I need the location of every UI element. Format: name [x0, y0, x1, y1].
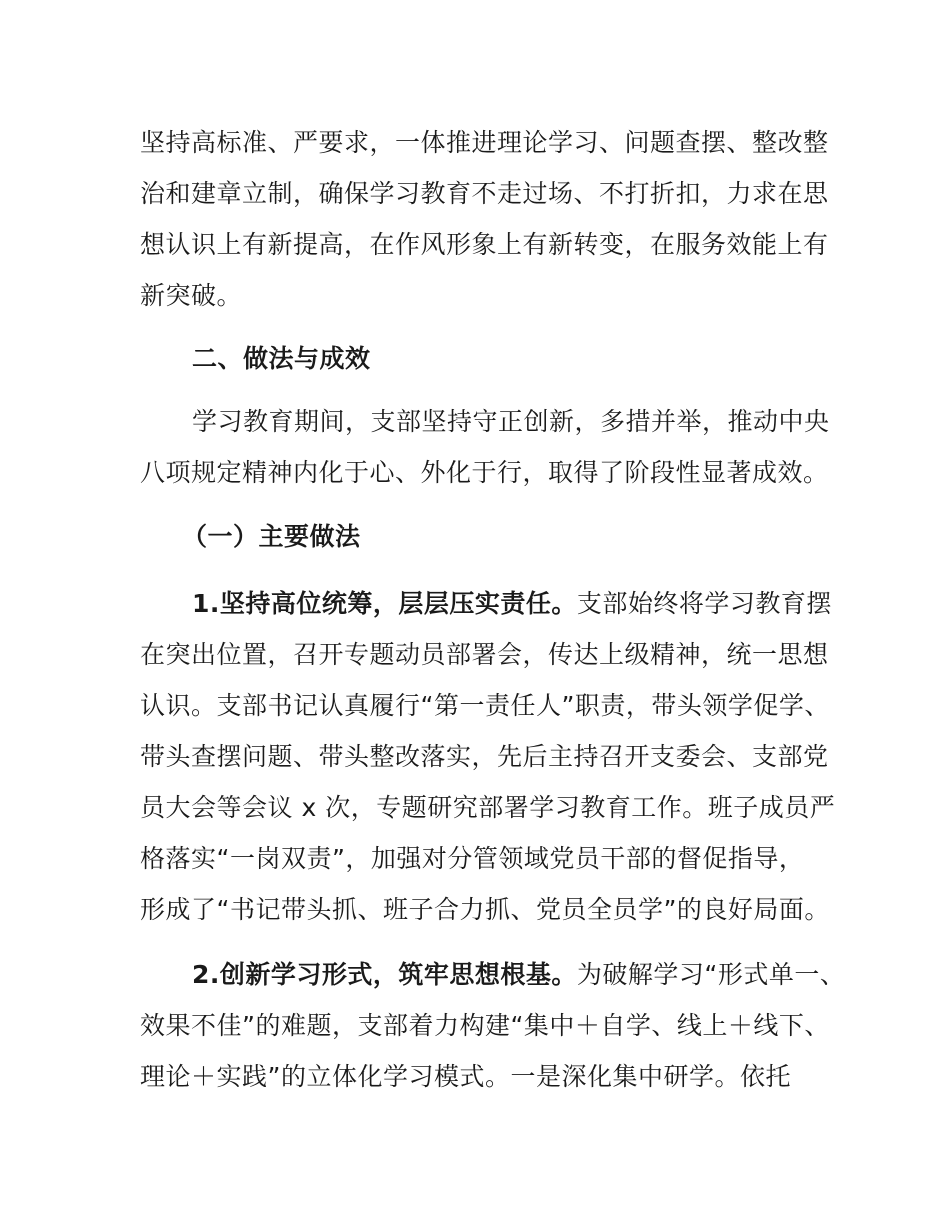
- item1-title: 1.坚持高位统筹，层层压实责任。: [192, 589, 577, 618]
- item2-title: 2.创新学习形式，筑牢思想根基。: [192, 960, 577, 989]
- intro-line-2: 治和建章立制，确保学习教育不走过场、不打折扣，力求在思: [140, 179, 829, 208]
- section-intro-line-1: 学习教育期间，支部坚持守正创新，多措并举，推动中央: [192, 407, 830, 436]
- subheading: （一）主要做法: [182, 522, 361, 551]
- intro-line-1: 坚持高标准、严要求，一体推进理论学习、问题查摆、整改整: [140, 128, 829, 157]
- item1-first-line-rest: 支部始终将学习教育摆: [576, 589, 832, 618]
- item2-first-line-rest: 为破解学习“形式单一、: [576, 960, 846, 989]
- item2-first-line: [192, 958, 845, 992]
- section-intro-line-2: 八项规定精神内化于心、外化于行，取得了阶段性显著成效。: [140, 458, 829, 487]
- item2-line-2: 效果不佳”的难题，支部着力构建“集中＋自学、线上＋线下、: [140, 1011, 830, 1040]
- item1-line-3: 认识。支部书记认真履行“第一责任人”职责，带头领学促学、: [140, 691, 830, 720]
- intro-line-4: 新突破。: [140, 281, 243, 310]
- item1-line-6: 格落实“一岗双责”，加强对分管领域党员干部的督促指导，: [140, 844, 805, 873]
- item2-line-3: 理论＋实践”的立体化学习模式。一是深化集中研学。依托: [140, 1062, 791, 1091]
- item1-line-4: 带头查摆问题、带头整改落实，先后主持召开支委会、支部党: [140, 742, 829, 771]
- item1-first-line: [192, 587, 832, 621]
- section-heading: 二、做法与成效: [192, 344, 371, 373]
- item1-line-5: 员大会等会议 x 次，专题研究部署学习教育工作。班子成员严: [140, 793, 836, 822]
- intro-line-3: 想认识上有新提高，在作风形象上有新转变，在服务效能上有: [140, 230, 829, 259]
- item1-line-7: 形成了“书记带头抓、班子合力抓、党员全员学”的良好局面。: [140, 895, 830, 924]
- item1-line-2: 在突出位置，召开专题动员部署会，传达上级精神，统一思想: [140, 640, 829, 669]
